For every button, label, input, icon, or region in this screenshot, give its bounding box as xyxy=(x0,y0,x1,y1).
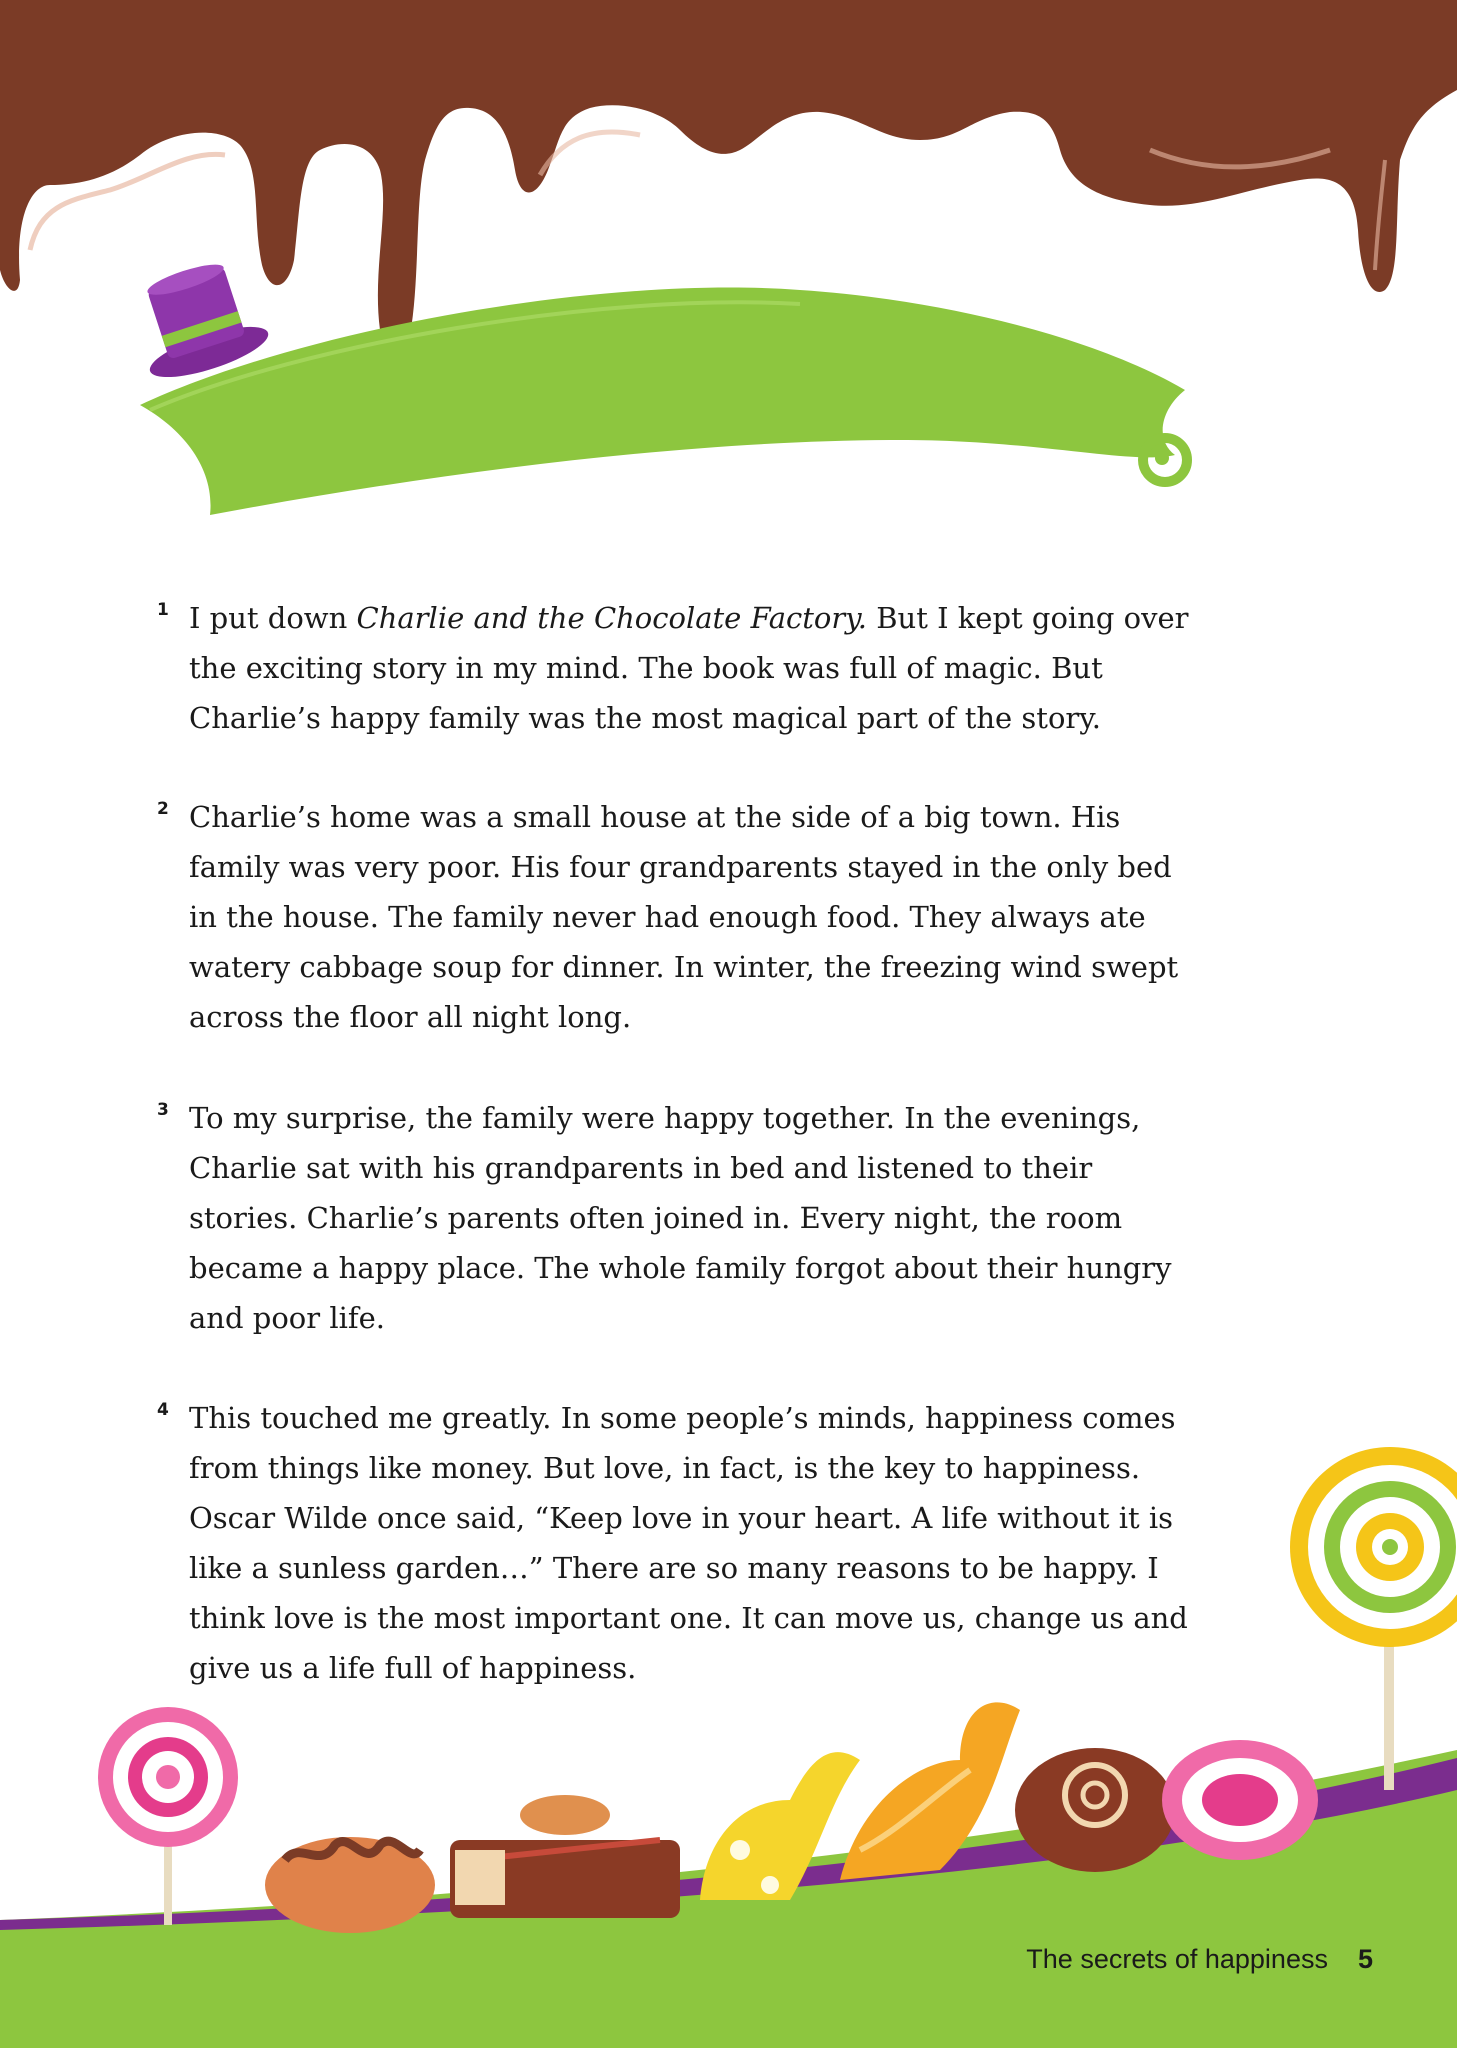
paragraph-text: I put down Charlie and the Chocolate Factory. But I kept going over the exciting story in my mind. The book was full of magic. But Charlie’s happy family was the most magical part of the story. xyxy=(189,601,1189,735)
section-title: The secrets of happiness xyxy=(1026,1944,1328,1974)
paragraph-number: 3 xyxy=(157,1100,169,1120)
paragraph-number: 2 xyxy=(157,799,169,819)
paragraph-1 xyxy=(157,593,1199,743)
paragraph-4 xyxy=(157,1393,1199,1693)
paragraph-3 xyxy=(157,1093,1199,1343)
page-footer xyxy=(1026,1944,1373,1975)
paragraph-text: To my surprise, the family were happy together. In the evenings, Charlie sat with his grandparents in bed and listened to their stories. Charlie’s parents often joined in. Every night, the room became a happy place. The whole family forgot about their hungry and poor life. xyxy=(189,1101,1172,1335)
book-title: Charlie and the Chocolate Factory. xyxy=(356,601,867,635)
page-number: 5 xyxy=(1357,1944,1373,1974)
paragraph-text: This touched me greatly. In some people’s minds, happiness comes from things like money. But love, in fact, is the key to happiness. Oscar Wilde once said, “Keep love in your heart. A life without it is like a sunless garden…” There are so many reasons to be happy. I think love is the most important one. It can move us, change us and give us a life full of happiness. xyxy=(189,1401,1188,1685)
paragraph-number: 4 xyxy=(157,1400,169,1420)
paragraph-text: Charlie’s home was a small house at the side of a big town. His family was very poor. His four grandparents stayed in the only bed in the house. The family never had enough food. They always ate watery cabbage soup for dinner. In winter, the freezing wind swept across the floor all night long. xyxy=(189,800,1179,1034)
paragraph-2 xyxy=(157,792,1199,1042)
paragraph-number: 1 xyxy=(157,600,169,620)
